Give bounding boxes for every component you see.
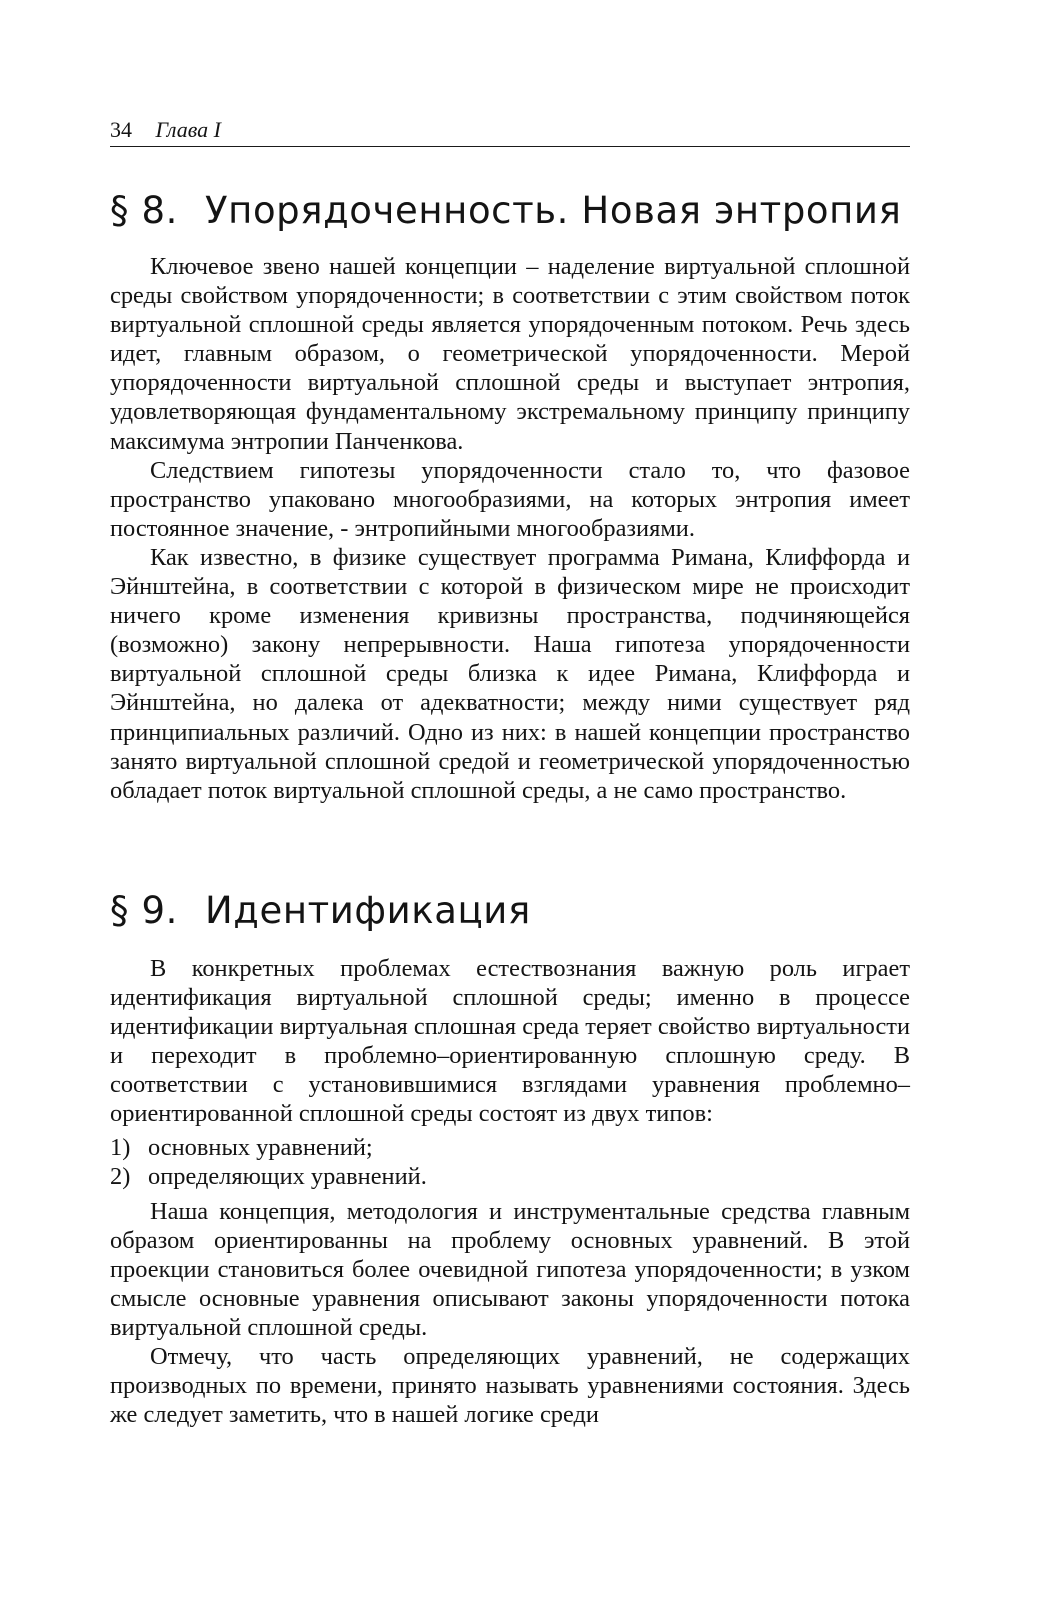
page-number: 34: [110, 117, 132, 142]
list-item-number: 1): [110, 1133, 131, 1161]
list-item-number: 2): [110, 1162, 131, 1190]
paragraph: Ключевое звено нашей концепции – наделение виртуальной сплошной среды свойством упорядоченности; в соответствии с этим свойством поток виртуальной сплошной среды является упорядоченным потоком. Речь здесь идет, главным образом, о геометрической упорядоченности. Мерой упорядоченности виртуальной сплошной среды и выступает энтропия, удовлетворяющая фундаментальному экстремальному принципу принципу максимума энтропии Панченкова.: [110, 253, 910, 455]
section-9-number: § 9.: [110, 889, 178, 932]
section-8-heading: [110, 188, 910, 234]
list-item-text: определяющих уравнений.: [148, 1162, 427, 1190]
list-item: [110, 1162, 910, 1191]
paragraph: Следствием гипотезы упорядоченности стало то, что фазовое пространство упаковано многообразиями, на которых энтропия имеет постоянное значение, - энтропийными многообразиями.: [110, 456, 910, 542]
section-9-body: [110, 954, 910, 1430]
section-8-number: § 8.: [110, 189, 178, 232]
section-8-body: [110, 252, 910, 805]
section-9-title: Идентификация: [205, 889, 531, 932]
section-9-heading: [110, 888, 910, 934]
list-item: [110, 1133, 910, 1162]
section-8-title: Упорядоченность. Новая энтропия: [205, 189, 902, 232]
paragraph: Отмечу, что часть определяющих уравнений, не содержащих производных по времени, принято называть уравнениями состояния. Здесь же следует заметить, что в нашей логике среди: [110, 1343, 910, 1429]
paragraph: Наша концепция, методология и инструментальные средства главным образом ориентированны на проблему основных уравнений. В этой проекции становиться более очевидной гипотеза упорядоченности; в узком смысле основные уравнения описывают законы упорядоченности потока виртуальной сплошной среды.: [110, 1197, 910, 1342]
book-page: [110, 0, 910, 1600]
paragraph: Как известно, в физике существует программа Римана, Клиффорда и Эйнштейна, в соответствии с которой в физическом мире не происходит ничего кроме изменения кривизны пространства, подчиняющейся (возможно) закону непрерывности. Наша гипотеза упорядоченности виртуальной сплошной среды близка к идее Римана, Клиффорда и Эйнштейна, но далека от адекватности; между ними существует ряд принципиальных различий. Одно из них: в нашей концепции пространство занято виртуальной сплошной средой и геометрической упорядоченностью обладает поток виртуальной сплошной среды, а не само пространство.: [110, 543, 910, 804]
chapter-label: Глава I: [155, 117, 221, 142]
equation-types-list: [110, 1133, 910, 1191]
list-item-text: основных уравнений;: [148, 1133, 373, 1161]
paragraph: В конкретных проблемах естествознания важную роль играет идентификация виртуальной сплошной среды; именно в процессе идентификации виртуальная сплошная среда теряет свойство виртуальности и переходит в проблемно–ориентированную сплошную среду. В соответствии с установившимися взглядами уравнения проблемно–ориентированной сплошной среды состоят из двух типов:: [110, 955, 910, 1128]
running-header: [110, 116, 910, 147]
